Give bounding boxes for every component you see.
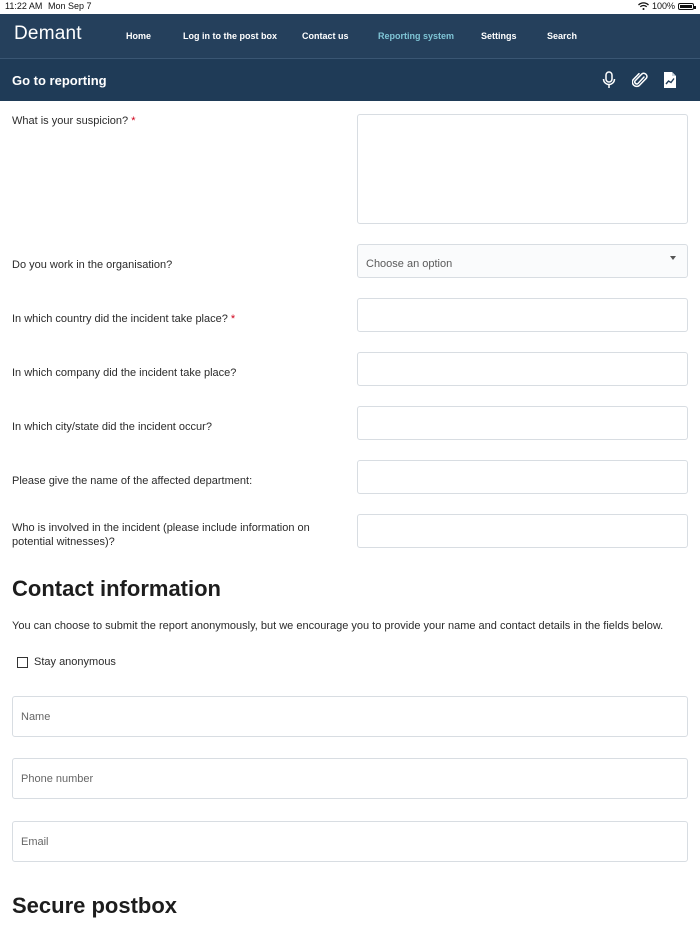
email-field[interactable] [12, 821, 688, 862]
required-marker: * [131, 115, 136, 127]
nav-item-contact-us[interactable]: Contact us [302, 31, 349, 41]
name-field[interactable] [12, 696, 688, 737]
required-marker: * [230, 313, 236, 325]
nav-item-reporting-system[interactable]: Reporting system [378, 31, 455, 41]
sub-header [0, 58, 700, 101]
document-chart-icon[interactable] [661, 71, 679, 89]
country-label [12, 312, 235, 326]
name-placeholder: Name [21, 711, 51, 723]
select-value: Choose an option [366, 258, 453, 270]
suspicion-label [12, 114, 136, 128]
nav-item-settings[interactable]: Settings [481, 31, 517, 41]
status-bar [0, 0, 700, 14]
phone-placeholder: Phone number [21, 773, 94, 785]
city-state-input[interactable] [357, 406, 688, 440]
nav-item-search[interactable]: Search [547, 31, 578, 41]
battery-icon [678, 3, 694, 10]
involved-label [12, 521, 310, 549]
stay-anonymous-checkbox[interactable] [17, 657, 28, 668]
work-in-organisation-label: Do you work in the organisation? [12, 259, 173, 271]
status-right [638, 1, 694, 11]
wifi-icon [638, 2, 649, 10]
phone-field[interactable] [12, 758, 688, 799]
contact-description: You can choose to submit the report anonymously, but we encourage you to provide your name and contact details in the fields below. [12, 620, 664, 632]
top-navigation [0, 14, 700, 58]
company-input[interactable] [357, 352, 688, 386]
page-title: Go to reporting [12, 73, 107, 88]
country-input[interactable] [357, 298, 688, 332]
nav-item-post-box-login[interactable]: Log in to the post box [183, 31, 277, 41]
department-input[interactable] [357, 460, 688, 494]
involved-label-line2: potential witnesses)? [12, 536, 115, 548]
status-date: Mon Sep 7 [48, 1, 92, 11]
chevron-down-icon [670, 256, 676, 260]
department-label: Please give the name of the affected department: [12, 475, 253, 487]
secure-postbox-heading: Secure postbox [12, 893, 178, 918]
stay-anonymous-label[interactable]: Stay anonymous [34, 656, 116, 668]
company-label: In which company did the incident take place? [12, 367, 237, 379]
country-label-text: In which country did the incident take place? [12, 313, 228, 325]
work-in-organisation-select[interactable] [357, 244, 688, 278]
microphone-icon[interactable] [600, 71, 618, 89]
city-state-label: In which city/state did the incident occur? [12, 421, 212, 433]
email-placeholder: Email [21, 836, 49, 848]
involved-label-line1: Who is involved in the incident (please include information on [12, 522, 310, 534]
stay-anonymous-row[interactable] [17, 656, 116, 668]
suspicion-label-text: What is your suspicion? [12, 115, 129, 127]
suspicion-textarea[interactable] [357, 114, 688, 224]
battery-percent: 100% [651, 1, 675, 11]
nav-item-home[interactable]: Home [126, 31, 152, 41]
involved-input[interactable] [357, 514, 688, 548]
paperclip-icon[interactable] [631, 71, 649, 89]
contact-heading: Contact information [12, 576, 221, 601]
status-time: 11:22 AM [5, 1, 43, 11]
logo[interactable]: Demant [14, 23, 82, 44]
